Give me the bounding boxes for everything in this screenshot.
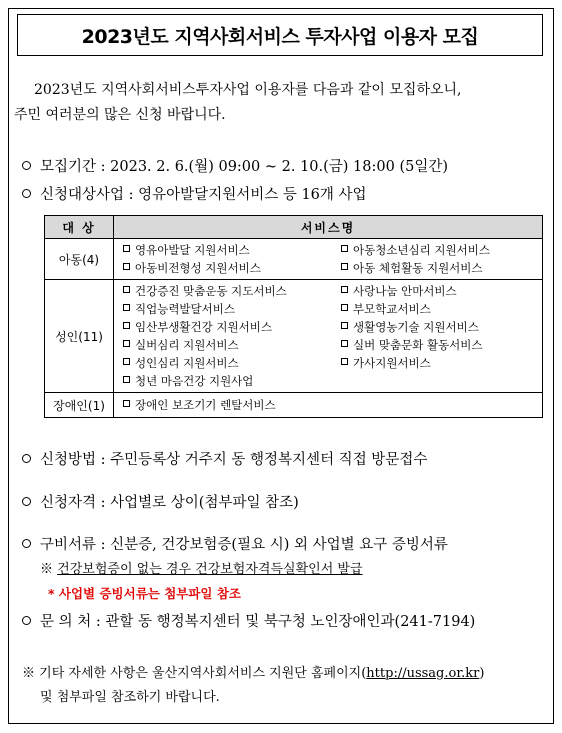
service-item: 직업능력발달서비스 xyxy=(123,300,341,318)
square-bullet-icon xyxy=(123,358,130,365)
service-item: 사랑나눔 안마서비스 xyxy=(341,282,542,300)
documents-value: 신분증, 건강보험증(필요 시) 외 사업별 요구 증빙서류 xyxy=(110,537,448,553)
circle-bullet-icon xyxy=(22,454,31,463)
method-item: 신청방법 : 주민등록상 거주지 동 행정복지센터 직접 방문접수 xyxy=(22,448,427,469)
qualification-value: 사업별로 상이(첨부파일 참조) xyxy=(110,495,299,511)
service-item: 아동비전형성 지원서비스 xyxy=(123,259,341,277)
period-item: 모집기간 : 2023. 2. 6.(월) 09:00 ~ 2. 10.(금) 18:00 (5일간) xyxy=(22,155,448,176)
service-item: 부모학교서비스 xyxy=(341,300,542,318)
documents-label: 구비서류 xyxy=(40,537,97,553)
table-header-service: 서비스명 xyxy=(114,216,543,239)
square-bullet-icon xyxy=(341,263,348,270)
target-item: 신청대상사업 : 영유아발달지원서비스 등 16개 사업 xyxy=(22,183,367,204)
period-value: 2023. 2. 6.(월) 09:00 ~ 2. 10.(금) 18:00 (5일간) xyxy=(110,159,449,175)
contact-label: 문 의 처 xyxy=(40,614,92,630)
square-bullet-icon xyxy=(123,322,130,329)
square-bullet-icon xyxy=(123,400,130,407)
square-bullet-icon xyxy=(123,263,130,270)
square-bullet-icon xyxy=(341,322,348,329)
footer-text-close: ) xyxy=(479,666,485,681)
reference-mark-icon: ※ xyxy=(22,666,36,681)
documents-note xyxy=(40,558,363,577)
square-bullet-icon xyxy=(123,340,130,347)
square-bullet-icon xyxy=(123,286,130,293)
intro-paragraph xyxy=(14,78,550,128)
footer-text: 기타 자세한 사항은 울산지역사회서비스 지원단 홈페이지( xyxy=(39,666,367,681)
circle-bullet-icon xyxy=(22,189,31,198)
contact-item: 문 의 처 : 관할 동 행정복지센터 및 북구청 노인장애인과(241-7194) xyxy=(22,610,475,631)
target-value: 영유아발달지원서비스 등 16개 사업 xyxy=(138,187,367,203)
square-bullet-icon xyxy=(123,376,130,383)
service-item: 영유아발달 지원서비스 xyxy=(123,241,341,259)
service-item: 장애인 보조기기 렌탈서비스 xyxy=(123,396,341,414)
service-table xyxy=(44,215,543,418)
category-cell: 장애인(1) xyxy=(45,393,114,418)
square-bullet-icon xyxy=(341,340,348,347)
circle-bullet-icon xyxy=(22,539,31,548)
table-row xyxy=(45,280,543,393)
qualification-label: 신청자격 xyxy=(40,495,97,511)
contact-value: 관할 동 행정복지센터 및 북구청 노인장애인과(241-7194) xyxy=(105,614,476,630)
footer-note xyxy=(22,662,484,710)
service-item: 가사지원서비스 xyxy=(341,354,542,372)
circle-bullet-icon xyxy=(22,161,31,170)
table-row xyxy=(45,393,543,418)
square-bullet-icon xyxy=(341,304,348,311)
square-bullet-icon xyxy=(341,245,348,252)
documents-note-text: 건강보험증이 없는 경우 건강보험자격득실확인서 발급 xyxy=(57,562,363,577)
page-title: 2023년도 지역사회서비스 투자사업 이용자 모집 xyxy=(17,14,543,56)
service-item: 생활영농기술 지원서비스 xyxy=(341,318,542,336)
method-value: 주민등록상 거주지 동 행정복지센터 직접 방문접수 xyxy=(110,452,428,468)
circle-bullet-icon xyxy=(22,616,31,625)
square-bullet-icon xyxy=(123,304,130,311)
service-item: 청년 마음건강 지원사업 xyxy=(123,372,341,390)
documents-item: 구비서류 : 신분증, 건강보험증(필요 시) 외 사업별 요구 증빙서류 xyxy=(22,533,448,554)
target-label: 신청대상사업 xyxy=(40,187,125,203)
table-header-target: 대 상 xyxy=(45,216,114,239)
service-item: 아동청소년심리 지원서비스 xyxy=(341,241,542,259)
homepage-link[interactable]: http://ussag.or.kr xyxy=(366,666,480,681)
category-cell: 성인(11) xyxy=(45,280,114,393)
documents-red-note-text: * 사업별 증빙서류는 첨부파일 참조 xyxy=(48,586,241,601)
square-bullet-icon xyxy=(341,358,348,365)
method-label: 신청방법 xyxy=(40,452,97,468)
period-label: 모집기간 xyxy=(40,159,97,175)
qualification-item: 신청자격 : 사업별로 상이(첨부파일 참조) xyxy=(22,491,299,512)
reference-mark-icon: ※ xyxy=(40,562,54,577)
square-bullet-icon xyxy=(123,245,130,252)
table-row xyxy=(45,239,543,280)
circle-bullet-icon xyxy=(22,497,31,506)
service-item: 아동 체험활동 지원서비스 xyxy=(341,259,542,277)
intro-line-2: 주민 여러분의 많은 신청 바랍니다. xyxy=(14,107,226,123)
service-item: 임산부생활건강 지원서비스 xyxy=(123,318,341,336)
service-item: 건강증진 맞춤운동 지도서비스 xyxy=(123,282,341,300)
documents-red-note xyxy=(48,584,241,602)
service-item: 실버 맞춤문화 활동서비스 xyxy=(341,336,542,354)
intro-line-1: 2023년도 지역사회서비스투자사업 이용자를 다음과 같이 모집하오니, xyxy=(34,82,462,98)
service-item: 실버심리 지원서비스 xyxy=(123,336,341,354)
category-cell: 아동(4) xyxy=(45,239,114,280)
footer-line-2: 및 첨부파일 참조하기 바랍니다. xyxy=(40,690,220,705)
square-bullet-icon xyxy=(341,286,348,293)
service-item: 성인심리 지원서비스 xyxy=(123,354,341,372)
